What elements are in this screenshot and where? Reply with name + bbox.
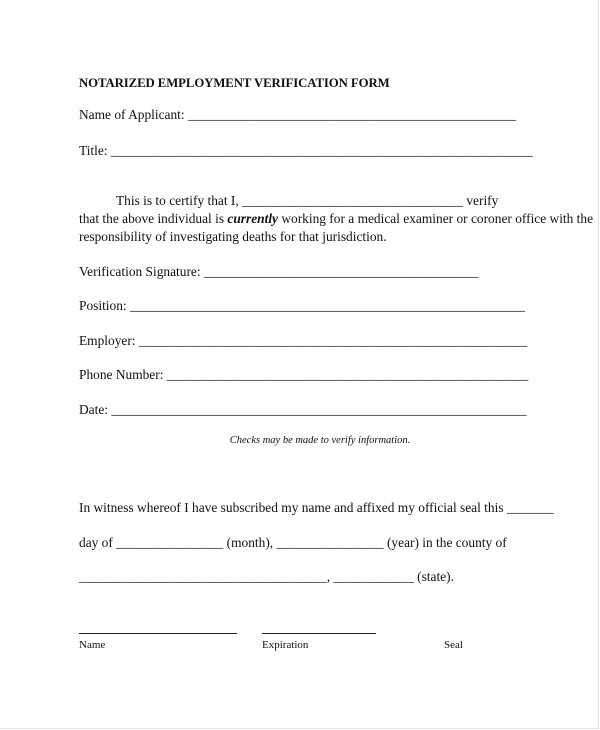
certify-line-2	[79, 211, 593, 227]
date-field: Date: ______________________________________________________________	[79, 402, 527, 417]
employer-field: Employer: __________________________________________________________	[79, 333, 528, 348]
title-field: Title: _______________________________________________________________	[79, 143, 533, 158]
expiration-signature-line	[262, 633, 376, 634]
certify-line-1: This is to certify that I, _________________________________ verify	[116, 193, 499, 208]
checks-note: Checks may be made to verify information.	[229, 435, 411, 446]
county-state-line: _____________________________________, ____________ (state).	[79, 569, 454, 584]
witness-line: In witness whereof I have subscribed my name and affixed my official seal this _______	[79, 500, 554, 515]
currently-emphasis: currently	[227, 211, 278, 226]
name-of-applicant-field: Name of Applicant: _________________________________________________	[79, 107, 517, 122]
certify-text-after: working for a medical examiner or coroner office with the	[277, 211, 594, 226]
seal-label: Seal	[444, 639, 463, 651]
expiration-label: Expiration	[262, 639, 309, 651]
verification-signature-field: Verification Signature: _________________________________________	[79, 264, 479, 279]
day-of-line: day of ________________ (month), ________________ (year) in the county of	[79, 535, 507, 550]
form-title: NOTARIZED EMPLOYMENT VERIFICATION FORM	[79, 76, 390, 90]
name-label: Name	[79, 639, 106, 651]
certify-text-before: that the above individual is	[79, 211, 228, 226]
position-field: Position: ___________________________________________________________	[79, 298, 525, 313]
certify-line-3: responsibility of investigating deaths for that jurisdiction.	[79, 229, 387, 244]
phone-number-field: Phone Number: ______________________________________________________	[79, 367, 529, 382]
name-signature-line	[79, 633, 237, 634]
